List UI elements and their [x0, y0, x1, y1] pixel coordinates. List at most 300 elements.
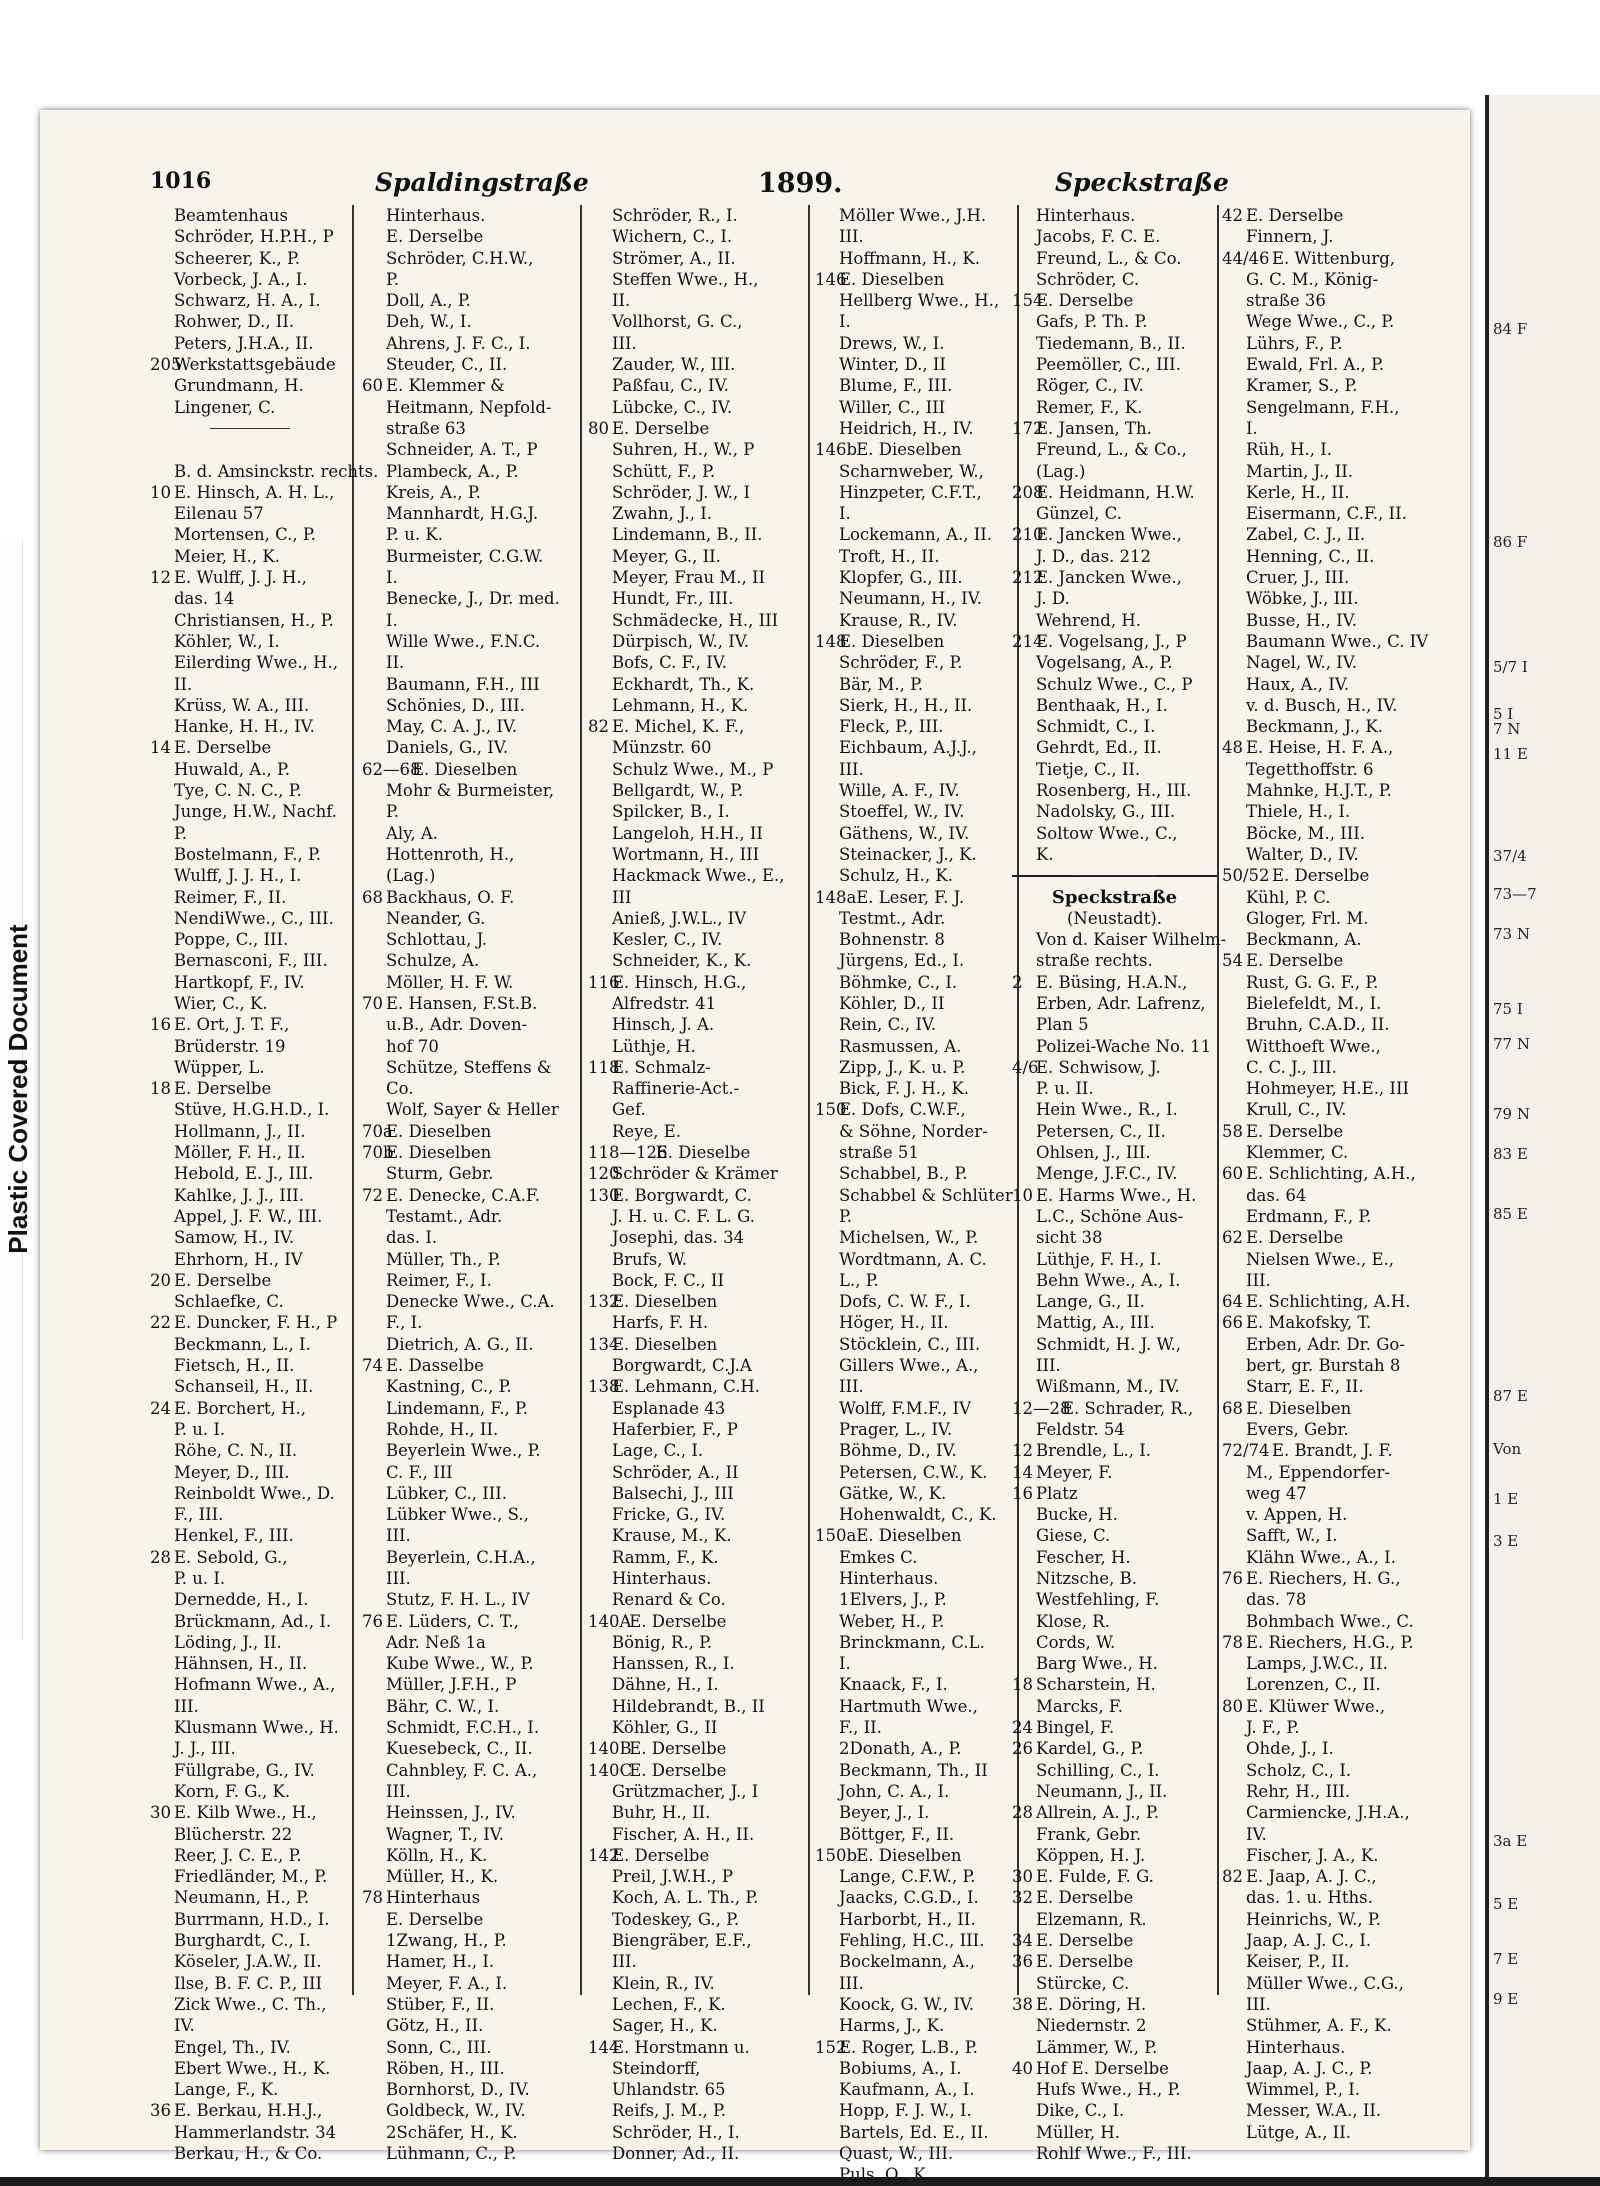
directory-entry — [1012, 1866, 1217, 1887]
directory-entry — [815, 674, 1015, 695]
house-number: 140C — [588, 1760, 633, 1780]
directory-entry — [150, 375, 350, 396]
entry-text: Scharstein, H. — [1036, 1675, 1156, 1695]
entry-text: Krause, R., IV. — [839, 610, 958, 630]
directory-entry — [150, 1142, 350, 1163]
entry-text: Beckmann, A. — [1246, 930, 1362, 950]
entry-text: Klopfer, G., III. — [839, 568, 963, 588]
directory-entry — [1222, 610, 1432, 631]
directory-entry — [1222, 418, 1432, 439]
directory-entry — [815, 1781, 1015, 1802]
directory-entry — [1012, 1547, 1217, 1568]
entry-text: Böcke, M., III. — [1246, 823, 1365, 843]
directory-entry — [1012, 1291, 1217, 1312]
house-number: 78 — [362, 1888, 383, 1908]
entry-text: Lütge, A., II. — [1246, 2122, 1351, 2142]
entry-text: I. — [386, 610, 398, 630]
entry-text: E. Schrader, R., — [1062, 1398, 1194, 1418]
directory-entry — [815, 1930, 1015, 1951]
entry-text: E. Jaap, A. J. C., — [1246, 1867, 1377, 1887]
entry-text: G. C. M., König- — [1246, 269, 1379, 289]
directory-entry — [588, 311, 806, 332]
house-number: 70a — [362, 1121, 393, 1141]
directory-entry — [1012, 674, 1217, 695]
directory-entry — [362, 1291, 577, 1312]
entry-text: E. Derselbe — [386, 1909, 484, 1929]
directory-entry — [588, 908, 806, 929]
adjacent-page-fragment: 75 I — [1493, 1000, 1523, 1018]
directory-entry — [1012, 1781, 1217, 1802]
entry-text: Schröder, J. W., I — [612, 482, 751, 502]
directory-entry — [150, 1206, 350, 1227]
entry-text: Schulz, H., K. — [839, 866, 953, 886]
directory-entry — [1012, 1057, 1217, 1078]
directory-entry — [150, 1866, 350, 1887]
directory-entry — [588, 1163, 806, 1184]
directory-entry — [588, 503, 806, 524]
directory-entry — [588, 1185, 806, 1206]
entry-text: J. H. u. C. F. L. G. — [612, 1206, 755, 1226]
directory-entry — [1222, 801, 1432, 822]
entry-text: Mohr & Burmeister, — [386, 781, 555, 801]
directory-entry — [1222, 1270, 1432, 1291]
entry-text: E. Harms Wwe., H. — [1036, 1185, 1197, 1205]
entry-text: E. Derselbe — [174, 738, 272, 758]
directory-entry — [1012, 1334, 1217, 1355]
directory-entry — [1012, 1994, 1217, 2015]
directory-entry — [362, 1057, 577, 1078]
entry-text: Schröder, H., I. — [612, 2122, 740, 2142]
directory-entry — [150, 737, 350, 758]
directory-entry — [1012, 482, 1217, 503]
directory-entry — [1012, 823, 1217, 844]
entry-text: E. Dieselben — [856, 1845, 962, 1865]
entry-text: Tiedemann, B., II. — [1036, 333, 1186, 353]
entry-text: das. I. — [386, 1228, 438, 1248]
directory-entry — [588, 546, 806, 567]
directory-entry — [588, 1589, 806, 1610]
directory-entry — [362, 695, 577, 716]
directory-entry — [1222, 205, 1432, 226]
adjacent-page-fragment: 5 I — [1493, 705, 1514, 723]
directory-entry — [362, 972, 577, 993]
directory-entry — [362, 993, 577, 1014]
entry-text: Lämmer, W., P. — [1036, 2037, 1158, 2057]
directory-entry — [1012, 1674, 1217, 1695]
directory-entry — [1222, 1227, 1432, 1248]
directory-entry — [815, 865, 1015, 886]
entry-text: Wille Wwe., F.N.C. — [386, 631, 541, 651]
directory-entry — [1222, 1121, 1432, 1142]
entry-text: Peemöller, C., III. — [1036, 355, 1181, 375]
directory-entry — [362, 823, 577, 844]
directory-entry — [362, 2143, 577, 2164]
adjacent-page-fragment: 83 E — [1493, 1145, 1528, 1163]
directory-entry — [588, 2058, 806, 2079]
directory-entry — [1222, 1376, 1432, 1397]
entry-text: I. — [386, 568, 398, 588]
directory-entry — [588, 1419, 806, 1440]
entry-text: Stürcke, C. — [1036, 1973, 1130, 1993]
entry-text: Koch, A. L. Th., P. — [612, 1888, 759, 1908]
directory-entry — [815, 759, 1015, 780]
directory-entry — [362, 354, 577, 375]
entry-text: F., II. — [839, 1718, 882, 1738]
directory-entry — [588, 205, 806, 226]
entry-text: Füllgrabe, G., IV. — [174, 1760, 315, 1780]
directory-entry — [362, 610, 577, 631]
directory-entry — [588, 1014, 806, 1035]
entry-text: P. u. I. — [174, 1569, 226, 1588]
house-number: 70b — [362, 1143, 394, 1163]
entry-text: Bohnenstr. 8 — [839, 930, 945, 950]
directory-entry — [1012, 2015, 1217, 2036]
directory-entry — [150, 1014, 350, 1035]
entry-text: Friedländer, M., P. — [174, 1867, 328, 1887]
entry-text: Dofs, C. W. F., I. — [839, 1292, 971, 1312]
entry-text: Hellberg Wwe., H., — [839, 291, 1000, 311]
directory-entry — [1222, 2015, 1432, 2036]
entry-text: E. Dieselben — [839, 269, 945, 289]
house-number: 134 — [588, 1334, 620, 1354]
directory-entry — [1012, 1589, 1217, 1610]
directory-entry — [1012, 1376, 1217, 1397]
directory-entry — [588, 887, 806, 908]
directory-entry — [362, 1866, 577, 1887]
directory-entry — [150, 1121, 350, 1142]
directory-entry — [362, 1334, 577, 1355]
house-number: 2 — [1012, 972, 1023, 992]
directory-entry — [1012, 631, 1217, 652]
directory-entry — [362, 1611, 577, 1632]
entry-text: Schütze, Steffens & — [386, 1057, 552, 1077]
entry-text: Stühmer, A. F., K. — [1246, 2016, 1392, 2036]
directory-entry — [362, 1696, 577, 1717]
entry-text: Hanke, H. H., IV. — [174, 717, 315, 737]
directory-entry — [588, 1057, 806, 1078]
directory-entry — [1222, 269, 1432, 290]
entry-text: Westfehling, F. — [1036, 1590, 1160, 1610]
house-number: 78 — [1222, 1632, 1243, 1652]
directory-entry — [362, 1930, 577, 1951]
directory-entry — [588, 1845, 806, 1866]
directory-entry — [1222, 865, 1432, 886]
directory-entry — [815, 1249, 1015, 1270]
entry-text: Feldstr. 54 — [1036, 1419, 1125, 1439]
entry-text: E. Sebold, G., — [174, 1547, 288, 1567]
entry-text: Langeloh, H.H., II — [612, 823, 763, 843]
entry-text: Ehrhorn, H., IV — [174, 1249, 303, 1269]
directory-entry — [1222, 652, 1432, 673]
directory-entry — [1222, 354, 1432, 375]
entry-text: Buhr, H., II. — [612, 1803, 711, 1823]
directory-entry — [1012, 1099, 1217, 1120]
directory-entry — [588, 610, 806, 631]
entry-text: Kardel, G., P. — [1036, 1739, 1144, 1759]
directory-entry — [1222, 1099, 1432, 1120]
house-number: 44/46 — [1222, 248, 1270, 268]
directory-entry — [362, 1781, 577, 1802]
entry-text: L.C., Schöne Aus- — [1036, 1206, 1184, 1226]
entry-text: Knaack, F., I. — [839, 1675, 948, 1695]
directory-entry — [1012, 1014, 1217, 1035]
entry-text: Nagel, W., IV. — [1246, 653, 1357, 673]
entry-text: E. Hansen, F.St.B. — [386, 993, 538, 1013]
house-number: 74 — [362, 1356, 383, 1376]
directory-entry — [588, 2015, 806, 2036]
directory-entry — [815, 354, 1015, 375]
directory-entry — [1222, 737, 1432, 758]
entry-text: Wolf, Sayer & Heller — [386, 1100, 559, 1120]
entry-text: Wulff, J. J. H., I. — [174, 866, 302, 886]
directory-entry — [1012, 1568, 1217, 1589]
directory-entry — [362, 1525, 577, 1546]
directory-entry — [150, 1781, 350, 1802]
entry-text: III. — [386, 1781, 411, 1801]
entry-text: Raffinerie-Act.- — [612, 1079, 740, 1099]
entry-text: Hartmuth Wwe., — [839, 1696, 978, 1716]
directory-entry — [1222, 823, 1432, 844]
entry-text: Steuder, C., II. — [386, 355, 508, 375]
entry-text: Mattig, A., III. — [1036, 1313, 1155, 1333]
entry-text: E. Hinsch, A. H. L., — [174, 482, 335, 502]
entry-text: Backhaus, O. F. — [386, 887, 515, 907]
entry-text: E. Büsing, H.A.N., — [1036, 972, 1188, 992]
directory-entry — [362, 1376, 577, 1397]
house-number: 118 — [588, 1057, 620, 1077]
entry-text: Werkstattsgebäude — [174, 355, 336, 375]
directory-entry — [815, 1611, 1015, 1632]
entry-text: Röhe, C. N., II. — [174, 1441, 298, 1461]
entry-text: Dietrich, A. G., II. — [386, 1334, 534, 1354]
entry-text: Wichern, C., I. — [612, 227, 733, 247]
house-number: 62 — [1222, 1228, 1243, 1248]
directory-entry — [588, 1887, 806, 1908]
directory-entry — [815, 333, 1015, 354]
entry-text: straße 51 — [839, 1143, 919, 1163]
header-street-left: Spaldingstraße — [375, 168, 589, 197]
entry-text: Co. — [386, 1079, 414, 1099]
entry-text: Müller, H. — [1036, 2122, 1121, 2142]
directory-entry — [588, 2100, 806, 2121]
entry-text: Heitmann, Nepfold- — [386, 397, 552, 417]
entry-text: Kesler, C., IV. — [612, 930, 723, 950]
directory-entry — [150, 1547, 350, 1568]
entry-text: Neumann, H., P. — [174, 1888, 310, 1908]
directory-entry — [150, 1696, 350, 1717]
directory-entry — [815, 1973, 1015, 1994]
entry-text: Klein, R., IV. — [612, 1973, 715, 1993]
entry-text: Wimmel, P., I. — [1246, 2080, 1361, 2100]
entry-text: Fricke, G., IV. — [612, 1505, 726, 1525]
directory-entry — [362, 1760, 577, 1781]
directory-entry — [1222, 1291, 1432, 1312]
directory-entry — [1222, 1781, 1432, 1802]
house-number: 150a — [815, 1526, 857, 1546]
directory-entry — [1222, 290, 1432, 311]
entry-text: Suhren, H., W., P — [612, 440, 755, 460]
directory-entry — [588, 652, 806, 673]
directory-entry — [1222, 1334, 1432, 1355]
entry-text: Gätke, W., K. — [839, 1483, 947, 1503]
directory-entry — [815, 503, 1015, 524]
entry-text: Uhlandstr. 65 — [612, 2080, 726, 2100]
section-heading: Speckstraße — [1051, 886, 1178, 908]
directory-entry — [815, 1525, 1015, 1546]
section-rule-line — [1012, 875, 1217, 877]
adjacent-page-fragment: 84 F — [1493, 320, 1528, 338]
directory-entry — [1222, 1589, 1432, 1610]
directory-entry — [588, 1462, 806, 1483]
entry-text: E. Dieselben — [856, 1526, 962, 1546]
entry-text: Harms, J., K. — [839, 2016, 945, 2036]
entry-text: Lehmann, H., K. — [612, 695, 749, 715]
directory-entry — [1222, 1036, 1432, 1057]
house-number: 10 — [1012, 1185, 1033, 1205]
directory-entry — [815, 1206, 1015, 1227]
adjacent-page-fragment: Von — [1493, 1440, 1522, 1458]
entry-text: Heinrichs, W., P. — [1246, 1909, 1381, 1929]
entry-text: Lühmann, C., P. — [386, 2144, 517, 2164]
entry-text: (Lag.) — [386, 866, 436, 886]
entry-text: Testamt., Adr. — [386, 1206, 503, 1226]
directory-entry — [815, 1909, 1015, 1930]
entry-text: Burghardt, C., I. — [174, 1931, 311, 1951]
entry-text: Hinterhaus. — [1246, 2037, 1346, 2057]
entry-text: E. Schlichting, A.H. — [1246, 1292, 1411, 1312]
directory-entry — [1012, 737, 1217, 758]
entry-text: Adr. Neß 1a — [386, 1632, 486, 1652]
entry-text: E. Dieselben — [856, 440, 962, 460]
entry-text: Müller, H., K. — [386, 1867, 499, 1887]
entry-text: Bucke, H. — [1036, 1505, 1118, 1525]
section-rule — [1012, 865, 1217, 886]
entry-text: Peters, J.H.A., II. — [174, 333, 314, 353]
entry-text: Hufs Wwe., H., P. — [1036, 2080, 1181, 2100]
directory-entry — [815, 397, 1015, 418]
directory-entry — [1012, 1462, 1217, 1483]
entry-text: E. Derselbe — [1036, 1888, 1134, 1908]
entry-text: straße 63 — [386, 418, 466, 438]
directory-entry — [362, 1973, 577, 1994]
directory-entry — [150, 610, 350, 631]
directory-entry — [150, 1845, 350, 1866]
entry-text: Fischer, J. A., K. — [1246, 1845, 1379, 1865]
directory-entry — [150, 950, 350, 971]
entry-text: John, C. A., I. — [839, 1781, 950, 1801]
house-number: 38 — [1012, 1994, 1033, 2014]
house-number: 16 — [1012, 1483, 1033, 1503]
house-number: 152 — [815, 2037, 847, 2057]
directory-entry — [150, 1462, 350, 1483]
entry-text: Christiansen, H., P. — [174, 610, 334, 630]
directory-entry — [150, 1163, 350, 1184]
entry-text: Hopp, F. J. W., I. — [839, 2101, 972, 2121]
entry-text: Erben, Adr. Dr. Go- — [1246, 1334, 1405, 1354]
entry-text: Von d. Kaiser Wilhelm- — [1036, 930, 1227, 950]
entry-text: E. Dieselben — [1246, 1398, 1352, 1418]
directory-entry — [1012, 844, 1217, 865]
house-number: 72/74 — [1222, 1441, 1270, 1461]
directory-entry — [362, 375, 577, 396]
directory-entry — [1222, 482, 1432, 503]
directory-entry — [815, 2100, 1015, 2121]
directory-entry — [1012, 375, 1217, 396]
entry-text: Doll, A., P. — [386, 291, 471, 311]
entry-text: Rohde, H., II. — [386, 1419, 499, 1439]
house-number: 42 — [1222, 206, 1243, 225]
directory-entry — [815, 1994, 1015, 2015]
entry-text: E. Jancken Wwe., — [1036, 525, 1182, 545]
directory-entry — [1222, 1930, 1432, 1951]
directory-entry — [815, 1440, 1015, 1461]
entry-text: Meyer, Frau M., II — [612, 568, 766, 588]
directory-entry — [815, 1057, 1015, 1078]
directory-column-6 — [1222, 205, 1432, 2143]
adjacent-page-fragment: 87 E — [1493, 1387, 1528, 1405]
directory-entry — [588, 2143, 806, 2164]
entry-text: Tye, C. N. C., P. — [174, 781, 302, 801]
entry-text: Walter, D., IV. — [1246, 844, 1359, 864]
entry-text: Fischer, A. H., II. — [612, 1824, 755, 1844]
entry-text: Berkau, H., & Co. — [174, 2144, 323, 2164]
entry-text: Bähr, C. W., I. — [386, 1696, 500, 1716]
directory-entry — [588, 1291, 806, 1312]
entry-text: Hinterhaus — [386, 1888, 481, 1908]
directory-entry — [362, 1440, 577, 1461]
entry-text: Huwald, A., P. — [174, 759, 290, 779]
directory-entry — [150, 1483, 350, 1504]
directory-entry — [588, 375, 806, 396]
directory-entry — [815, 1547, 1015, 1568]
entry-text: Scharnweber, W., — [839, 461, 984, 481]
directory-entry — [588, 1909, 806, 1930]
entry-text: straße 36 — [1246, 291, 1326, 311]
directory-entry — [1222, 2079, 1432, 2100]
entry-text: B. d. Amsinckstr. rechts. — [174, 461, 379, 481]
house-number: 76 — [362, 1611, 383, 1631]
entry-text: Lechen, F., K. — [612, 1994, 726, 2014]
directory-entry — [362, 482, 577, 503]
entry-text: Bielefeldt, M., I. — [1246, 993, 1382, 1013]
column-rule — [808, 205, 810, 1995]
directory-entry — [1222, 333, 1432, 354]
directory-entry — [588, 1781, 806, 1802]
entry-text: Bofs, C. F., IV. — [612, 653, 728, 673]
entry-text: & Söhne, Norder- — [839, 1121, 988, 1141]
directory-entry — [362, 1504, 577, 1525]
entry-text: Lockemann, A., II. — [839, 525, 993, 545]
entry-text: Bockelmann, A., — [839, 1952, 975, 1972]
directory-entry — [1012, 1951, 1217, 1972]
directory-entry — [588, 950, 806, 971]
house-number: 12 — [1012, 1441, 1033, 1461]
directory-entry — [588, 1547, 806, 1568]
entry-text: Schanseil, H., II. — [174, 1377, 314, 1397]
entry-text: Erben, Adr. Lafrenz, — [1036, 993, 1206, 1013]
directory-entry — [588, 226, 806, 247]
entry-text: Zabel, C. J., II. — [1246, 525, 1366, 545]
entry-text: P. — [386, 802, 400, 822]
directory-entry — [1012, 1206, 1217, 1227]
entry-divider — [150, 418, 350, 439]
entry-text: J. D., das. 212 — [1036, 546, 1152, 566]
directory-entry — [588, 588, 806, 609]
entry-text: Neumann, J., II. — [1036, 1781, 1168, 1801]
entry-text: Alfredstr. 41 — [612, 993, 717, 1013]
entry-text: Beamtenhaus — [174, 206, 288, 225]
entry-text: E. Borchert, H., — [174, 1398, 306, 1418]
